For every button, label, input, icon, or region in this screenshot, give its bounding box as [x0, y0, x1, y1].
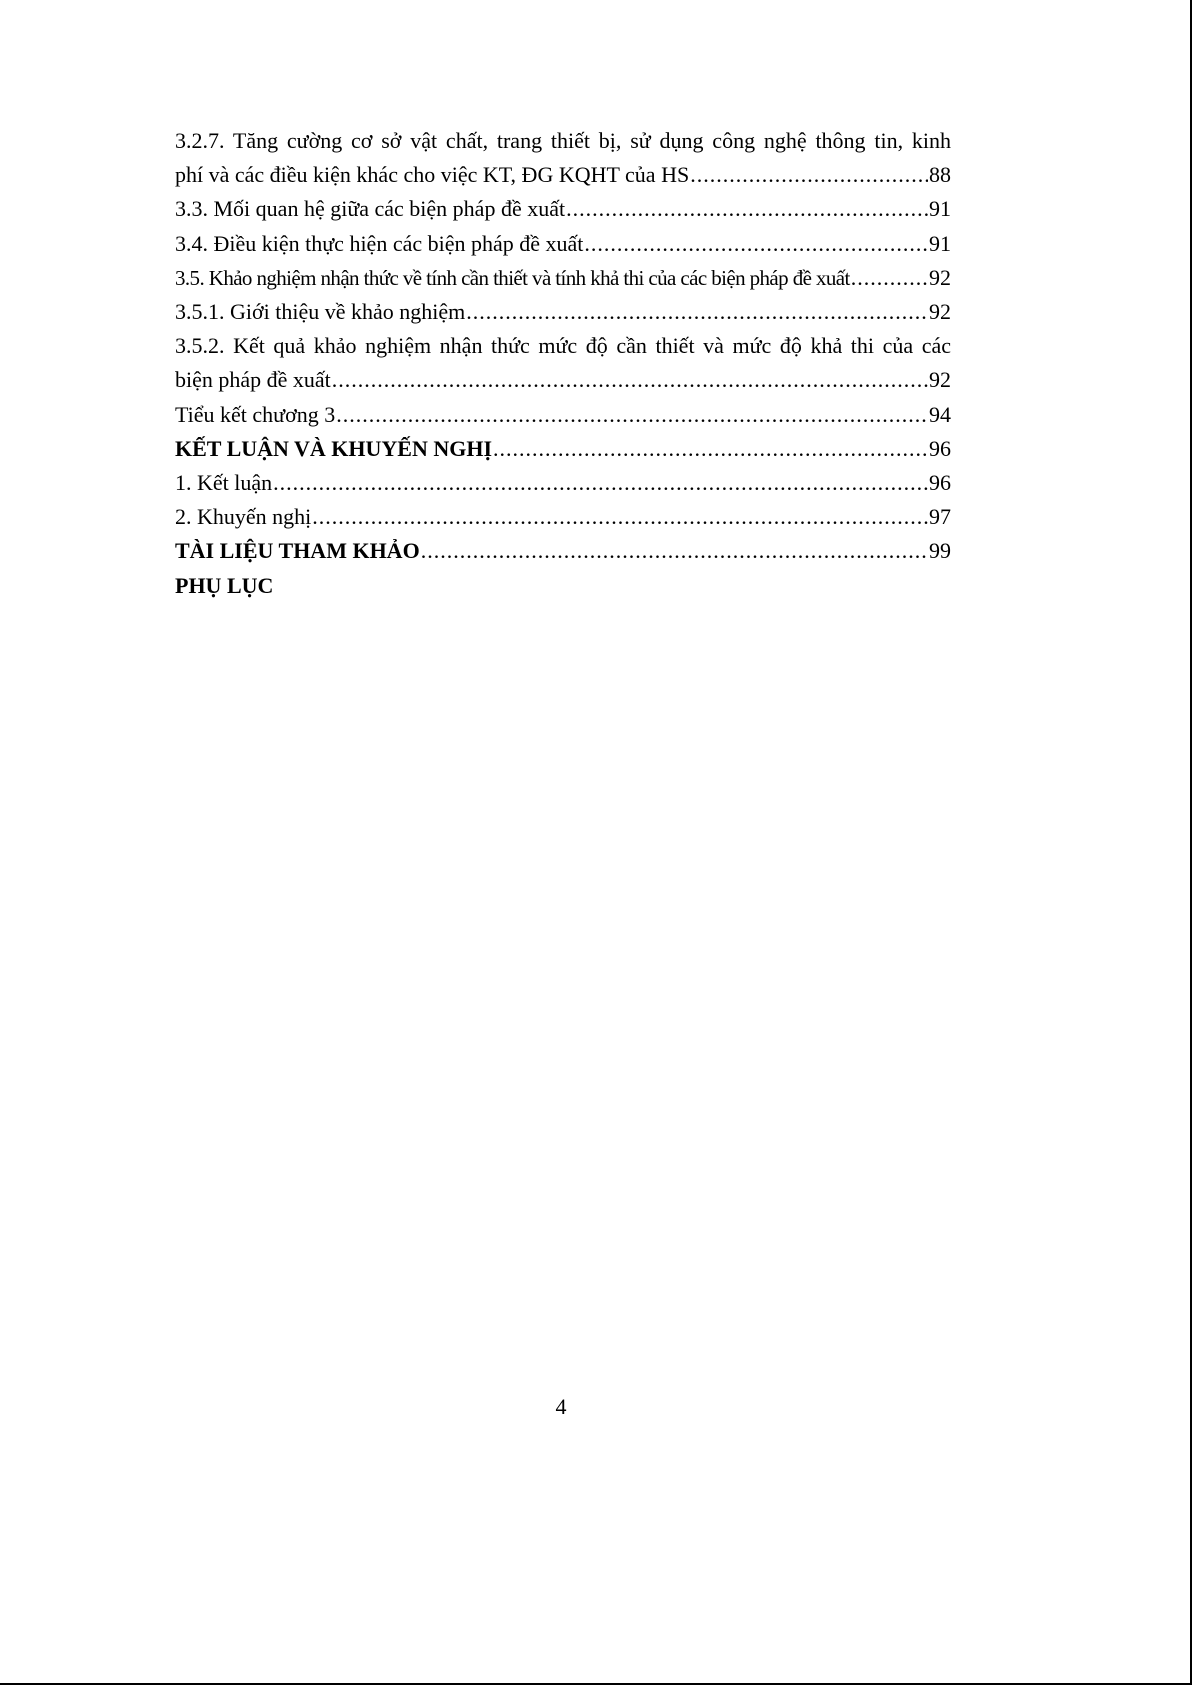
- toc-entry-title: biện pháp đề xuất: [175, 367, 331, 393]
- toc-page-number: 92: [929, 264, 951, 290]
- toc-entry-title: 1. Kết luận: [175, 470, 273, 496]
- toc-entry-title: 3.5. Khảo nghiệm nhận thức về tính cần thiết và tính khả thi của các biện pháp đề xuất: [175, 265, 850, 290]
- dot-leader: [336, 398, 928, 432]
- toc-entry-3-4[interactable]: [175, 227, 951, 261]
- toc-entry-tai-lieu[interactable]: [175, 534, 951, 568]
- toc-entry-title-line1: 3.2.7. Tăng cường cơ sở vật chất, trang thiết bị, sử dụng công nghệ thông tin, kinh: [175, 128, 951, 153]
- toc-entry-3-3[interactable]: [175, 192, 951, 226]
- toc-entry-title: 3.5.1. Giới thiệu về khảo nghiệm: [175, 299, 466, 325]
- toc-page-number: 91: [929, 196, 951, 222]
- dot-leader: [312, 500, 928, 534]
- toc-entry-title: 3.4. Điều kiện thực hiện các biện pháp đề xuất: [175, 230, 584, 256]
- dot-leader: [584, 227, 928, 261]
- dot-leader: [851, 261, 928, 295]
- dot-leader: [421, 534, 928, 568]
- toc-entry-title: Tiểu kết chương 3: [175, 401, 336, 427]
- dot-leader: [566, 192, 928, 226]
- toc-entry-khuyen-nghi[interactable]: [175, 500, 951, 534]
- dot-leader: [493, 432, 928, 466]
- toc-entry-title: 3.3. Mối quan hệ giữa các biện pháp đề xuất: [175, 196, 566, 222]
- toc-page-number: 91: [929, 230, 951, 256]
- toc-entry-title: phí và các điều kiện khác cho việc KT, ĐG KQHT của HS: [175, 162, 690, 188]
- toc-page-number: 92: [929, 367, 951, 393]
- toc-entry-title: PHỤ LỤC: [175, 572, 274, 598]
- table-of-contents: [175, 124, 951, 603]
- toc-entry-title-line1: 3.5.2. Kết quả khảo nghiệm nhận thức mức độ cần thiết và mức độ khả thi của các: [175, 333, 951, 359]
- toc-page-number: 96: [929, 470, 951, 496]
- toc-entry-3-5-2[interactable]: [175, 329, 951, 397]
- dot-leader: [332, 363, 928, 397]
- dot-leader: [466, 295, 928, 329]
- toc-entry-phu-luc[interactable]: [175, 569, 951, 603]
- page-number: 4: [555, 1394, 567, 1419]
- dot-leader: [690, 158, 928, 192]
- toc-entry-3-5[interactable]: [175, 261, 951, 295]
- toc-entry-ket-luan-khuyen-nghi[interactable]: [175, 432, 951, 466]
- toc-page-number: 88: [929, 162, 951, 188]
- toc-entry-3-2-7[interactable]: [175, 124, 951, 192]
- toc-entry-title: 2. Khuyến nghị: [175, 504, 312, 530]
- toc-page-number: 97: [929, 504, 951, 530]
- toc-page-number: 94: [929, 401, 951, 427]
- toc-page-number: 99: [929, 538, 951, 564]
- toc-entry-3-5-1[interactable]: [175, 295, 951, 329]
- toc-entry-title: TÀI LIỆU THAM KHẢO: [175, 538, 420, 564]
- toc-page-number: 92: [929, 299, 951, 325]
- dot-leader: [273, 466, 928, 500]
- toc-entry-ket-luan[interactable]: [175, 466, 951, 500]
- toc-page-number: 96: [929, 435, 951, 461]
- toc-entry-tieu-ket[interactable]: [175, 398, 951, 432]
- toc-entry-title: KẾT LUẬN VÀ KHUYẾN NGHỊ: [175, 435, 493, 461]
